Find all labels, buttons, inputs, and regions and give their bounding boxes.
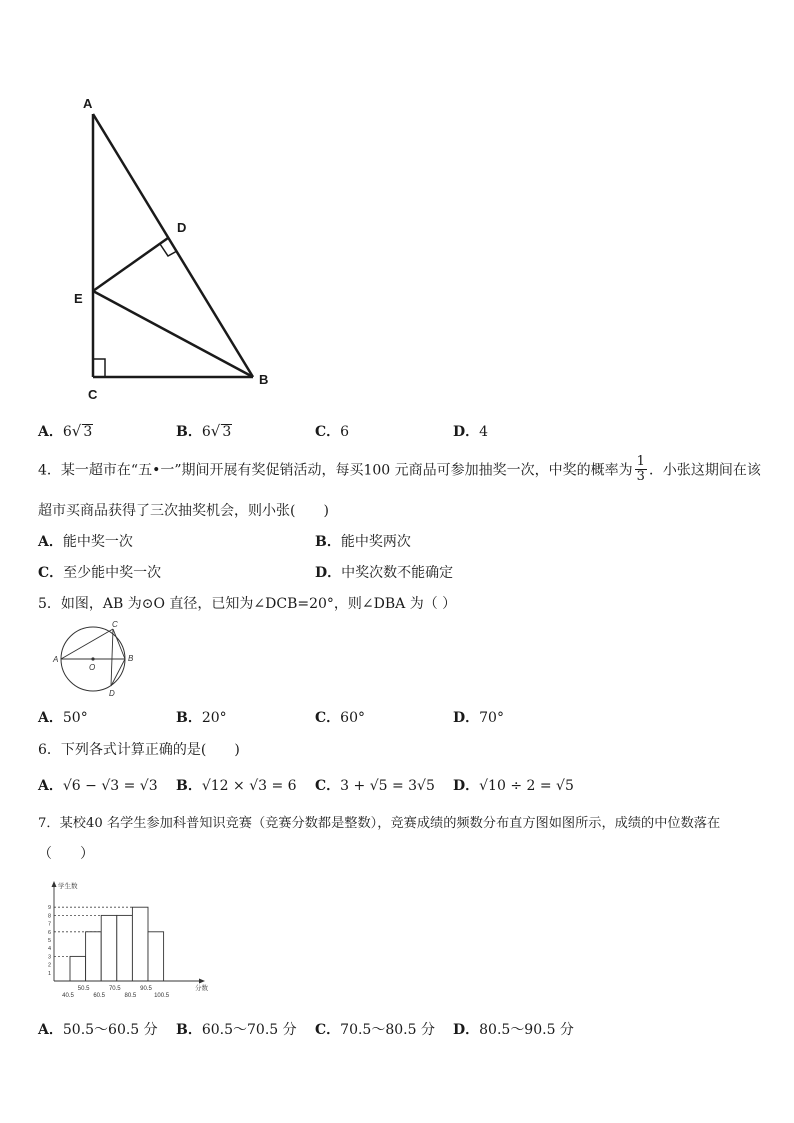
q6-option-c[interactable]: C．3 + √5 = 3√5 bbox=[315, 778, 435, 794]
q7-stem-line2: （ ） bbox=[38, 846, 94, 862]
triangle-figure bbox=[60, 88, 290, 408]
histogram-bar-90.5 bbox=[148, 932, 164, 981]
q6-stem: 6．下列各式计算正确的是( ) bbox=[38, 742, 240, 758]
q7-option-d[interactable]: D．80.5～90.5 分 bbox=[453, 1022, 574, 1038]
circle-label-O: O bbox=[89, 663, 96, 672]
circle-label-D: D bbox=[109, 689, 115, 698]
y-tick-label-7: 7 bbox=[47, 921, 51, 928]
label-B: B bbox=[259, 372, 269, 387]
q5-option-d[interactable]: D．70° bbox=[453, 710, 504, 726]
y-axis-label: 学生数 bbox=[58, 883, 78, 890]
circle-label-C: C bbox=[112, 620, 118, 629]
q4-option-a[interactable]: A．能中奖一次 bbox=[38, 534, 133, 550]
label-E: E bbox=[74, 291, 83, 306]
y-axis-arrow bbox=[52, 881, 57, 887]
segment-AB bbox=[93, 114, 253, 377]
q7-option-c[interactable]: C．70.5～80.5 分 bbox=[315, 1022, 435, 1038]
histogram-bar-40.5 bbox=[70, 956, 86, 981]
x-tick-label-70.5: 70.5 bbox=[108, 986, 121, 992]
q4-stem-line1: 4．某一超市在“五•一”期间开展有奖促销活动，每买100 元商品可参加抽奖一次，中奖的概率为 $\frac{1}{3}$ ．小张这期间在该 bbox=[38, 454, 761, 484]
circle-figure bbox=[52, 620, 148, 700]
q4-option-b[interactable]: B．能中奖两次 bbox=[315, 534, 411, 550]
q5-option-b[interactable]: B．20° bbox=[176, 710, 227, 726]
q6-option-d[interactable]: D．√10 ÷ 2 = √5 bbox=[453, 778, 574, 794]
q4-option-d[interactable]: D．中奖次数不能确定 bbox=[315, 565, 454, 581]
q7-option-a[interactable]: A．50.5～60.5 分 bbox=[38, 1022, 158, 1038]
x-tick-label-100.5: 100.5 bbox=[154, 993, 170, 999]
q5-option-a[interactable]: A．50° bbox=[38, 710, 88, 726]
q7-option-b[interactable]: B．60.5～70.5 分 bbox=[176, 1022, 297, 1038]
histogram-bar-60.5 bbox=[101, 915, 117, 981]
histogram-bar-50.5 bbox=[86, 932, 102, 981]
y-tick-label-6: 6 bbox=[47, 929, 51, 936]
histogram-bar-70.5 bbox=[117, 915, 133, 981]
histogram-bar-80.5 bbox=[132, 907, 148, 981]
chord-CD bbox=[111, 629, 113, 686]
y-tick-label-9: 9 bbox=[47, 905, 51, 912]
label-C: C bbox=[88, 387, 98, 402]
q4-stem-line2: 超市买商品获得了三次抽奖机会，则小张( ) bbox=[38, 503, 329, 519]
x-tick-label-40.5: 40.5 bbox=[62, 993, 74, 999]
y-tick-label-2: 2 bbox=[47, 962, 51, 969]
circle-label-A: A bbox=[53, 655, 59, 664]
right-angle-mark-C bbox=[93, 359, 105, 377]
q5-stem: 5．如图，AB 为⊙O 直径，已知为∠DCB=20°，则∠DBA 为（ ） bbox=[38, 596, 457, 612]
q6-option-b[interactable]: B．√12 × √3 = 6 bbox=[176, 778, 297, 794]
q3-option-c[interactable]: C．6 bbox=[315, 424, 350, 440]
histogram-bars bbox=[70, 907, 164, 981]
y-tick-label-1: 1 bbox=[47, 970, 51, 977]
y-tick-label-3: 3 bbox=[47, 954, 51, 961]
y-tick-label-5: 5 bbox=[47, 938, 51, 944]
segment-EB bbox=[93, 291, 253, 377]
x-axis-label: 分数 bbox=[195, 985, 208, 992]
chord-CB bbox=[113, 629, 125, 659]
label-D: D bbox=[177, 220, 187, 235]
y-tick-label-8: 8 bbox=[47, 913, 51, 920]
y-tick-label-4: 4 bbox=[47, 946, 51, 953]
chord-DB bbox=[111, 659, 125, 686]
q5-option-c[interactable]: C．60° bbox=[315, 710, 365, 726]
q3-option-d[interactable]: D．4 bbox=[453, 424, 489, 440]
label-A: A bbox=[83, 96, 93, 111]
x-tick-label-80.5: 80.5 bbox=[124, 993, 137, 999]
chord-AC bbox=[61, 629, 113, 659]
q3-option-b[interactable]: B．6√ 3 bbox=[176, 422, 232, 440]
q3-option-a[interactable]: A．6√ 3 bbox=[38, 422, 93, 440]
x-tick-label-90.5: 90.5 bbox=[140, 986, 152, 992]
q7-stem-line1: 7．某校40 名学生参加科普知识竞赛（竞赛分数都是整数），竞赛成绩的频数分布直方图如图所示，成绩的中位数落在 bbox=[38, 816, 721, 831]
x-axis-arrow bbox=[199, 979, 205, 984]
circle-label-B: B bbox=[128, 654, 134, 663]
q6-option-a[interactable]: A．√6 − √3 = √3 bbox=[38, 778, 158, 794]
histogram-chart bbox=[40, 878, 210, 1000]
segment-ED bbox=[93, 238, 168, 291]
center-point-O bbox=[91, 657, 94, 660]
probability-fraction: $\frac{1}{3}$ bbox=[636, 454, 645, 484]
q4-option-c[interactable]: C．至少能中奖一次 bbox=[38, 565, 162, 581]
x-tick-label-50.5: 50.5 bbox=[77, 986, 90, 992]
x-tick-label-60.5: 60.5 bbox=[93, 993, 106, 999]
